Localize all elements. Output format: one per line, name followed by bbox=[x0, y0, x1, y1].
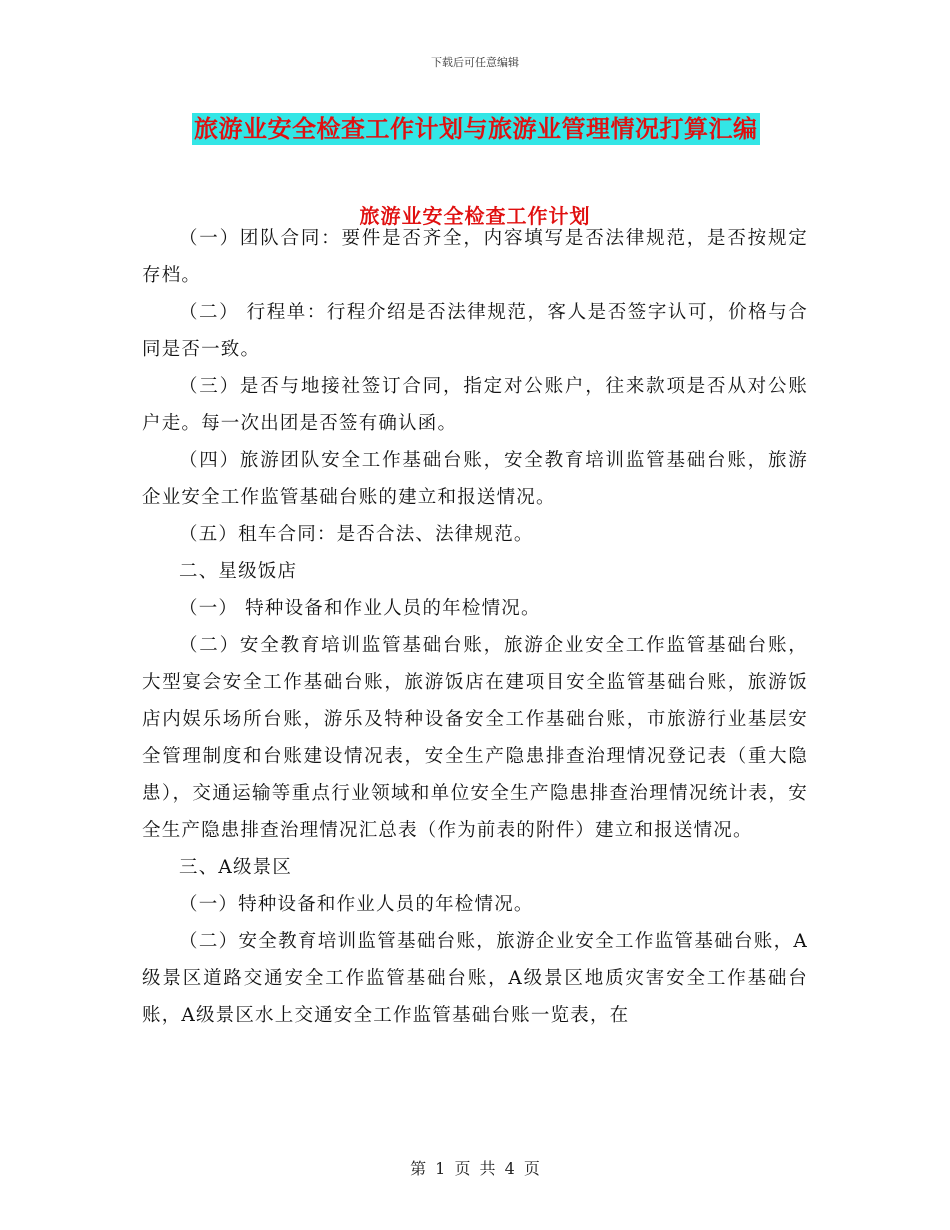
document-sub-title: 旅游业安全检查工作计划 bbox=[359, 204, 591, 228]
section-heading: 二、星级饭店 bbox=[179, 561, 298, 582]
paragraph: （一）特种设备和作业人员的年检情况。 bbox=[179, 894, 534, 915]
page-number-footer: 第 1 页 共 4 页 bbox=[410, 1159, 540, 1178]
paragraph: （四）旅游团队安全工作基础台账，安全教育培训监管基础台账，旅游企业安全工作监管基础台账的建立和报送情况。 bbox=[142, 450, 808, 508]
document-main-title: 旅游业安全检查工作计划与旅游业管理情况打算汇编 bbox=[194, 114, 758, 143]
header-note: 下载后可任意编辑 bbox=[431, 56, 519, 69]
paragraph: （二）安全教育培训监管基础台账，旅游企业安全工作监管基础台账，A级景区道路交通安全工作监管基础台账，A级景区地质灾害安全工作基础台账，A级景区水上交通安全工作监管基础台账一览表，在 bbox=[142, 931, 808, 1026]
paragraph: （二）安全教育培训监管基础台账，旅游企业安全工作监管基础台账，大型宴会安全工作基础台账，旅游饭店在建项目安全监管基础台账，旅游饭店内娱乐场所台账，游乐及特种设备安全工作基础台账，市旅游行业基层安全管理制度和台账建设情况表，安全生产隐患排查治理情况登记表（重大隐患），交通运输等重点行业领域和单位安全生产隐患排查治理情况统计表，安全生产隐患排查治理情况汇总表（作为前表的附件）建立和报送情况。 bbox=[142, 635, 808, 841]
paragraph: （三）是否与地接社签订合同，指定对公账户，往来款项是否从对公账户走。每一次出团是否签有确认函。 bbox=[142, 376, 808, 434]
paragraph: （五）租车合同：是否合法、法律规范。 bbox=[179, 524, 534, 545]
document-body bbox=[142, 220, 808, 1034]
paragraph: （一） 特种设备和作业人员的年检情况。 bbox=[179, 598, 541, 619]
paragraph: （一）团队合同：要件是否齐全，内容填写是否法律规范，是否按规定存档。 bbox=[142, 228, 808, 286]
paragraph: （二） 行程单：行程介绍是否法律规范，客人是否签字认可，价格与合同是否一致。 bbox=[142, 302, 808, 360]
section-heading: 三、A级景区 bbox=[179, 857, 293, 878]
